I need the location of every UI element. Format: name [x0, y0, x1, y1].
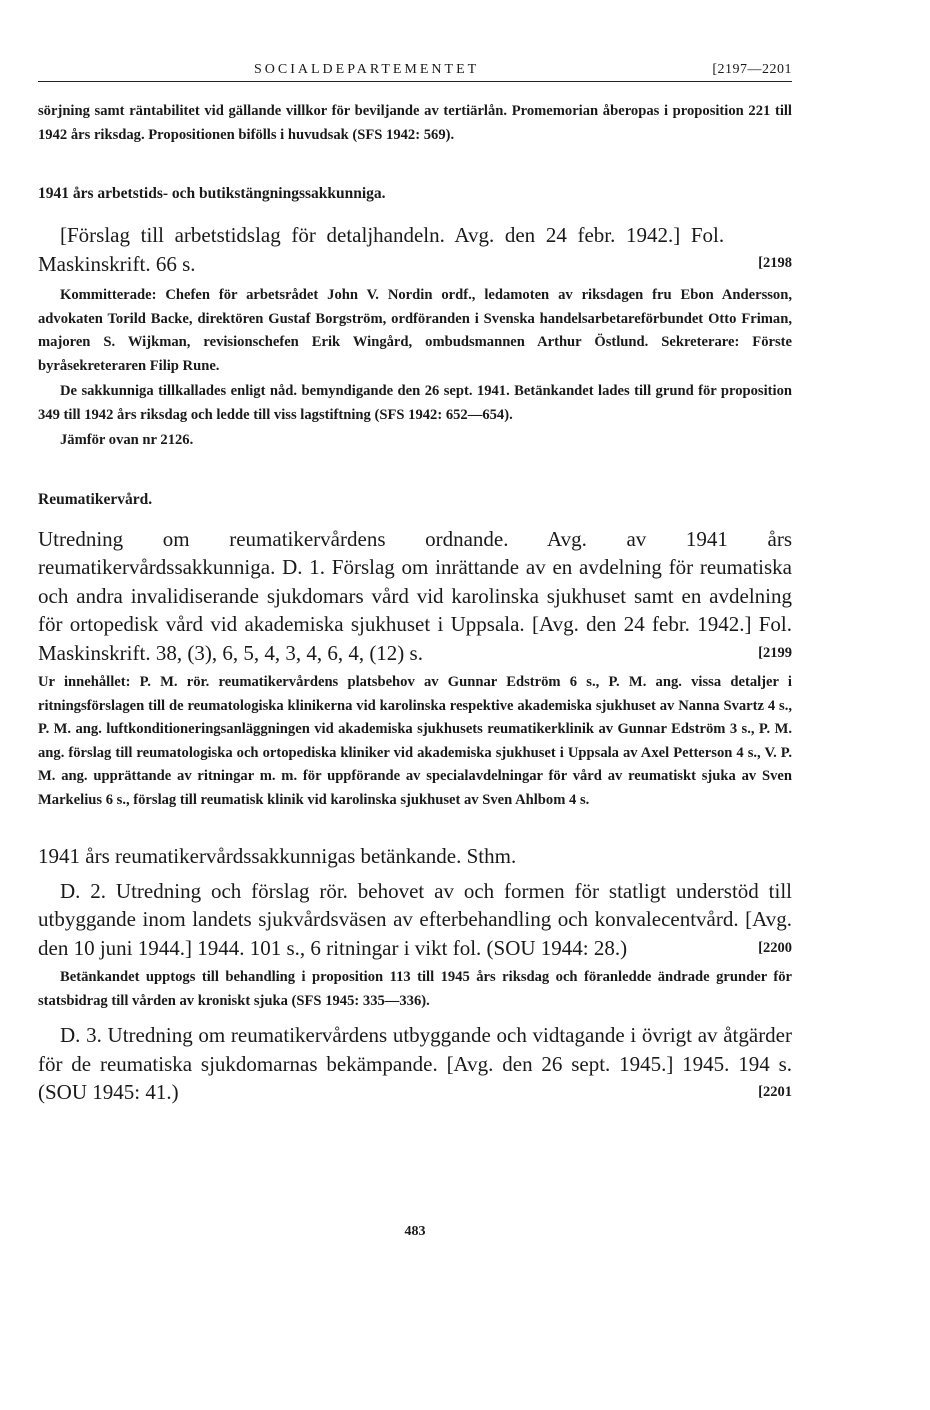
entry-title-2199: Utredning om reumatikervårdens ordnande. Avg. av 1941 års reumatikervårdssakkunniga. D. 1. Förslag om inrättande av en avdelning för reumatiska och andra invalidiserande sjukdomars vård vid karolinska sjukhuset samt en avdelning för ortopedisk vård vid akademiska sjukhuset i Uppsala. [Avg. den 24 febr. 1942.] Fol. Maskinskrift. 38, (3), 6, 5, 4, 3, 4, 6, 4, (12) s.: [38, 526, 792, 665]
entry-2199: [38, 525, 792, 668]
section-heading-arbetstid: 1941 års arbetstids- och butikstängningssakkunniga.: [38, 185, 386, 202]
entry-title-2201: D. 3. Utredning om reumatikervårdens utbyggande och vidtagande i övrigt av åtgärder för de reumatiska sjukdomarnas bekämpande. [Avg. den 26 sept. 1945.] 1945. 194 s. (SOU 1945: 41.): [38, 1023, 792, 1104]
document-page: [38, 62, 792, 1239]
entry-2198: [38, 221, 792, 278]
entry-ref-2200: [2200: [758, 939, 792, 956]
entry-2201: [38, 1021, 792, 1107]
entry-title-2198: [Förslag till arbetstidslag för detaljhandeln. Avg. den 24 febr. 1942.] Fol. Maskinskrift. 66 s.: [38, 223, 725, 276]
running-title: SOCIALDEPARTEMENTET: [254, 62, 480, 77]
entry-2200: [38, 877, 792, 963]
entry-ref-2198: [2198: [758, 255, 792, 271]
entry-note-2200: Betänkandet upptogs till behandling i proposition 113 till 1945 års riksdag och föranledde ändrade grunder för statsbidrag till vården av kroniskt sjuka (SFS 1945: 335—336).: [38, 969, 792, 1009]
entry-range: [2197—2201: [712, 62, 792, 77]
continuation-paragraph: sörjning samt räntabilitet vid gällande villkor för beviljande av tertiärlån. Promemorian åberopas i proposition 221 till 1942 års riksdag. Propositionen bifölls i huvudsak (SFS 1942: 569).: [38, 103, 792, 143]
entry-ref-2199: [2199: [758, 644, 792, 661]
report-heading: 1941 års reumatikervårdssakkunnigas betänkande. Sthm.: [38, 844, 517, 868]
authorization-note: De sakkunniga tillkallades enligt nåd. bemyndigande den 26 sept. 1941. Betänkandet lades till grund för proposition 349 till 1942 års riksdag och ledde till viss lagstiftning (SFS 1942: 652—654).: [38, 383, 792, 423]
contents-note: Ur innehållet: P. M. rör. reumatikervårdens platsbehov av Gunnar Edström 6 s., P. M. ang. vissa detaljer i ritningsförslagen till de reumatologiska klinikerna vid karolinska respektive akademiska sjukhuset av Nanna Svartz 4 s., P. M. ang. luftkonditioneringsanläggningen vid akademiska sjukhusets reumatikerklinik av Gunnar Edström 3 s., P. M. ang. förslag till reumatologiska och ortopediska kliniker vid akademiska sjukhuset i Uppsala av Axel Petterson 4 s., V. P. M. ang. upprättande av ritningar m. m. för uppförande av specialavdelningar för vård av reumatiskt sjuka av Sven Markelius 6 s., förslag till reumatisk klinik vid karolinska sjukhuset av Sven Ahlbom 4 s.: [38, 674, 792, 808]
committee-members: Kommitterade: Chefen för arbetsrådet John V. Nordin ordf., ledamoten av riksdagen fru Ebon Andersson, advokaten Torild Backe, direktören Gustaf Borgström, ordföranden i Svenska handelsarbetareförbundet Otto Friman, majoren S. Wijkman, revisionschefen Erik Wingård, ombudsmannen Arthur Östlund. Sekreterare: Förste byråsekreteraren Filip Rune.: [38, 287, 792, 374]
running-header: [38, 62, 792, 82]
compare-note: Jämför ovan nr 2126.: [60, 432, 194, 448]
section-heading-reumatikervard: Reumatikervård.: [38, 490, 153, 508]
page-number: 483: [404, 1224, 426, 1239]
entry-ref-2201: [2201: [758, 1084, 792, 1100]
entry-title-2200: D. 2. Utredning och förslag rör. behovet av och formen för statligt understöd till utbyggande inom landets sjukvårdsväsen av efterbehandling och konvalecentvård. [Avg. den 10 juni 1944.] 1944. 101 s., 6 ritningar i vikt fol. (SOU 1944: 28.): [38, 878, 792, 960]
